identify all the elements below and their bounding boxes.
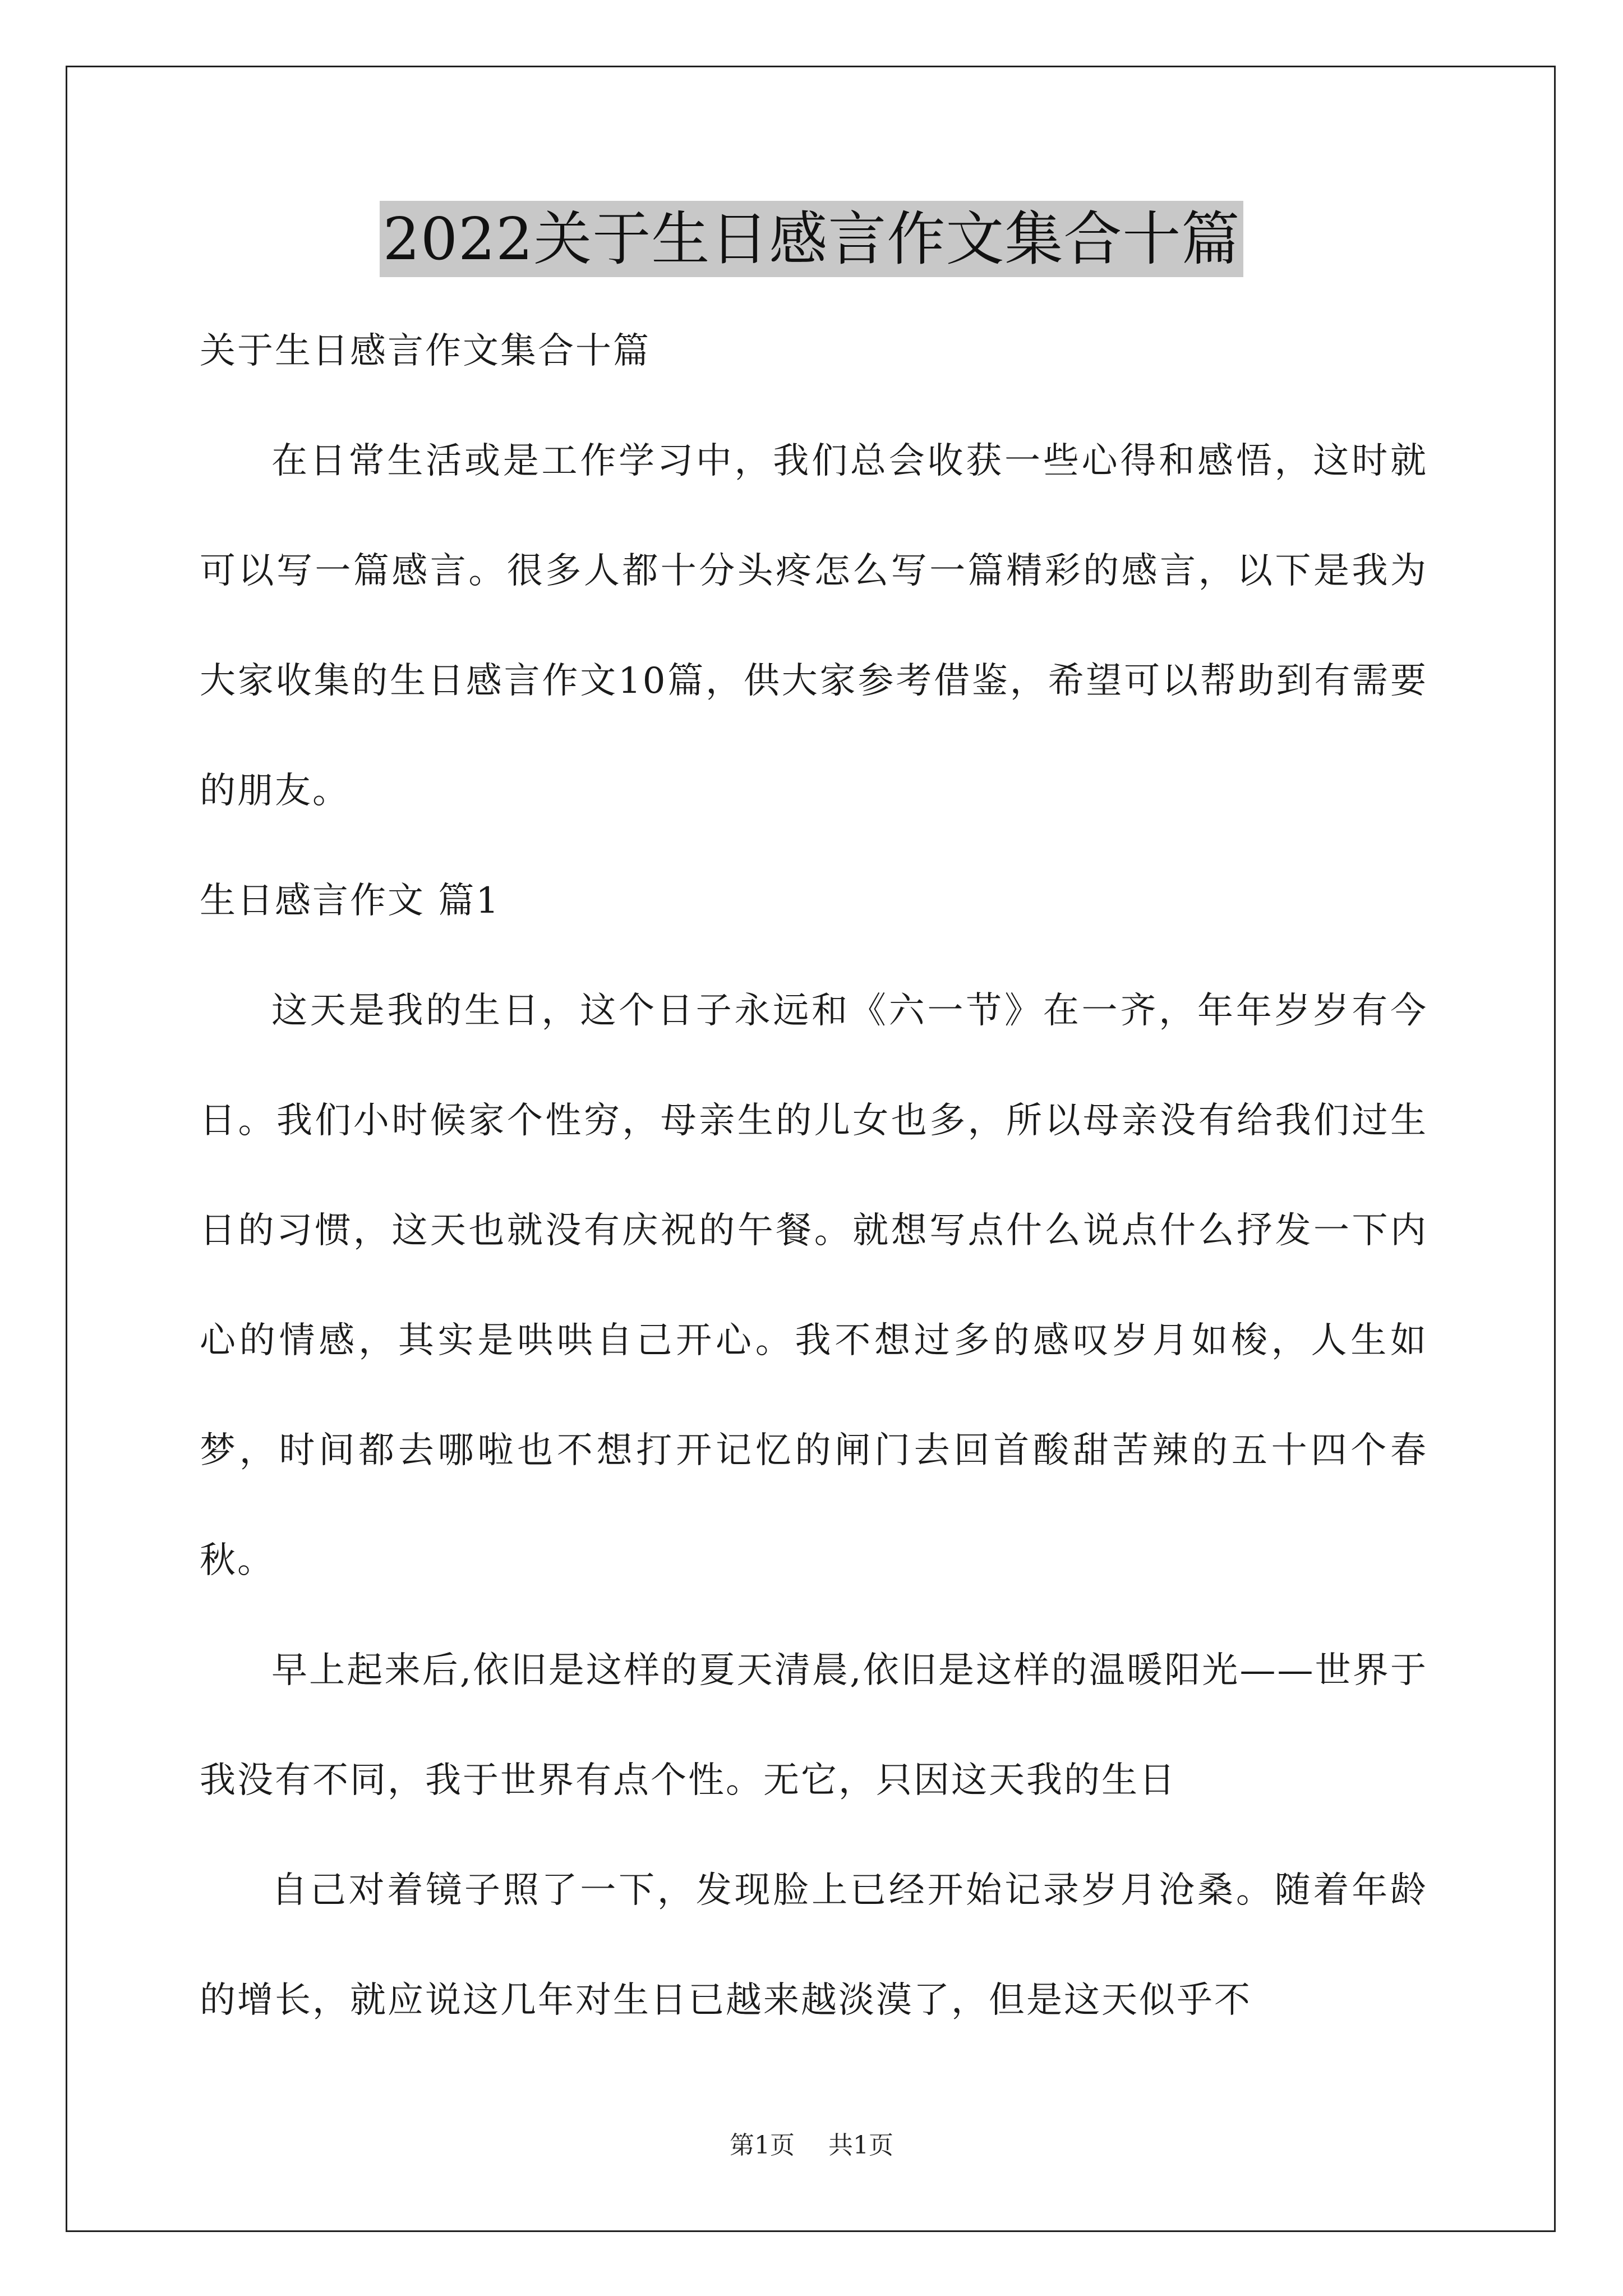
- document-title: 2022关于生日感言作文集合十篇: [380, 201, 1244, 277]
- intro-paragraph: 在日常生活或是工作学习中，我们总会收获一些心得和感悟，这时就可以写一篇感言。很多人都十分头疼怎么写一篇精彩的感言，以下是我为大家收集的生日感言作文10篇，供大家参考借鉴，希望可以帮助到有需要的朋友。: [200, 440, 1428, 812]
- page-footer: [0, 2129, 1623, 2162]
- body-paragraph: 自己对着镜子照了一下，发现脸上已经开始记录岁月沧桑。随着年龄的增长，就应说这几年对生日已越来越淡漠了，但是这天似乎不: [200, 1870, 1428, 2021]
- page-number: 第1页: [730, 2131, 795, 2160]
- title-container: [0, 201, 1623, 277]
- page-total: 共1页: [828, 2131, 893, 2160]
- section-heading: 生日感言作文 篇1: [200, 880, 501, 922]
- body-paragraph: 这天是我的生日，这个日子永远和《六一节》在一齐，年年岁岁有今日。我们小时候家个性穷，母亲生的儿女也多，所以母亲没有给我们过生日的习惯，这天也就没有庆祝的午餐。就想写点什么说点什么抒发一下内心的情感，其实是哄哄自己开心。我不想过多的感叹岁月如梭，人生如梦，时间都去哪啦也不想打开记忆的闸门去回首酸甜苦辣的五十四个春秋。: [200, 990, 1428, 1581]
- document-body: [200, 296, 1428, 2055]
- body-paragraph: 早上起来后,依旧是这样的夏天清晨,依旧是这样的温暖阳光——世界于我没有不同，我于世界有点个性。无它，只因这天我的生日: [200, 1650, 1428, 1801]
- subtitle: 关于生日感言作文集合十篇: [200, 330, 651, 372]
